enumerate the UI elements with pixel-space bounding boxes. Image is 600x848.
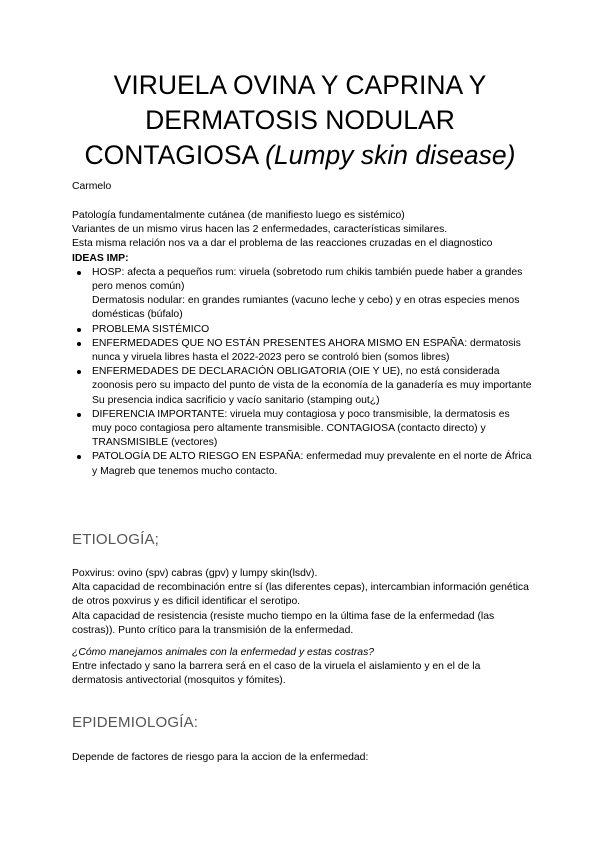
list-item-text: ENFERMEDADES DE DECLARACIÓN OBLIGATORIA (OIE Y UE), no está considerada zoonosis pero su impacto del punto de vista de la economía de la ganadería es muy importante [92, 366, 532, 392]
list-item [72, 337, 532, 365]
title-line-1: VIRUELA OVINA Y CAPRINA Y [113, 70, 487, 100]
etiologia-question: ¿Cómo manejamos animales con la enfermedad y estas costras? [72, 647, 375, 659]
list-item-text: ENFERMEDADES QUE NO ESTÁN PRESENTES AHORA MISMO EN ESPAÑA: dermatosis nunca y viruela libres hasta el 2022-2023 pero se controló bien (somos libres) [92, 337, 521, 364]
list-item [72, 408, 532, 451]
epidemiologia-heading: EPIDEMIOLOGÍA: [72, 714, 199, 731]
etiologia-paragraph-4: Entre infectado y sano la barrera será en el caso de la viruela el aislamiento y en el de la dermatosis antivectorial (mosquitos y fómites). [72, 661, 481, 687]
list-item-text: DIFERENCIA IMPORTANTE: viruela muy contagiosa y poco transmisible, la dermatosis es muy poco contagiosa pero altamente transmisible. CONTAGIOSA (contacto directo) y TRANSMISIBLE (vectores) [92, 408, 510, 449]
etiologia-heading: ETIOLOGÍA; [72, 531, 160, 548]
author-name: Carmelo [72, 181, 112, 192]
list-item [72, 266, 532, 323]
intro-paragraph-3: Esta misma relación nos va a dar el problema de las reacciones cruzadas en el diagnostico [72, 238, 493, 250]
ideas-label: IDEAS IMP: [72, 252, 129, 264]
epidemiologia-section [72, 751, 532, 765]
list-item-text: PROBLEMA SISTÉMICO [92, 323, 210, 335]
list-item [72, 365, 532, 408]
title-line-3: CONTAGIOSA [84, 140, 266, 170]
list-item [72, 323, 532, 337]
etiologia-paragraph-1: Poxvirus: ovino (spv) cabras (gpv) y lumpy skin(lsdv). [72, 568, 318, 579]
title-line-2: DERMATOSIS NODULAR [145, 105, 455, 135]
title-subtitle-italic: (Lumpy skin disease) [265, 140, 516, 170]
list-item-text: HOSP: afecta a pequeños rum: viruela (sobretodo rum chikis también puede haber a grandes pero menos común) [92, 266, 523, 293]
intro-paragraph-2: Variantes de un mismo virus hacen las 2 enfermedades, características similares. [72, 224, 448, 236]
intro-paragraph-1: Patología fundamentalmente cutánea (de manifiesto luego es sistémico) [72, 210, 405, 221]
etiologia-paragraph-2: Alta capacidad de recombinación entre sí (las diferentes cepas), intercambian información genética de otros poxvirus y es dificil identificar el serotipo. [72, 582, 529, 608]
etiologia-paragraph-3: Alta capacidad de resistencia (resiste mucho tiempo en la última fase de la enfermedad (las costras)). Punto crítico para la transmisión de la enfermedad. [72, 610, 495, 636]
intro-section [72, 209, 532, 479]
list-item-text: PATOLOGÍA DE ALTO RIESGO EN ESPAÑA: enfermedad muy prevalente en el norte de África y Magreb que tenemos mucho contacto. [92, 451, 532, 477]
list-item-extra: Su presencia indica sacrificio y vacío sanitario (stamping out¿) [92, 394, 380, 406]
epidemiologia-paragraph-1: Depende de factores de riesgo para la accion de la enfermedad: [72, 752, 369, 763]
list-item [72, 450, 532, 478]
ideas-list [72, 266, 532, 479]
etiologia-section [72, 567, 532, 689]
page-title [40, 68, 560, 173]
list-item-extra: Dermatosis nodular: en grandes rumiantes (vacuno leche y cebo) y en otras especies menos domésticas (búfalo) [92, 295, 520, 321]
